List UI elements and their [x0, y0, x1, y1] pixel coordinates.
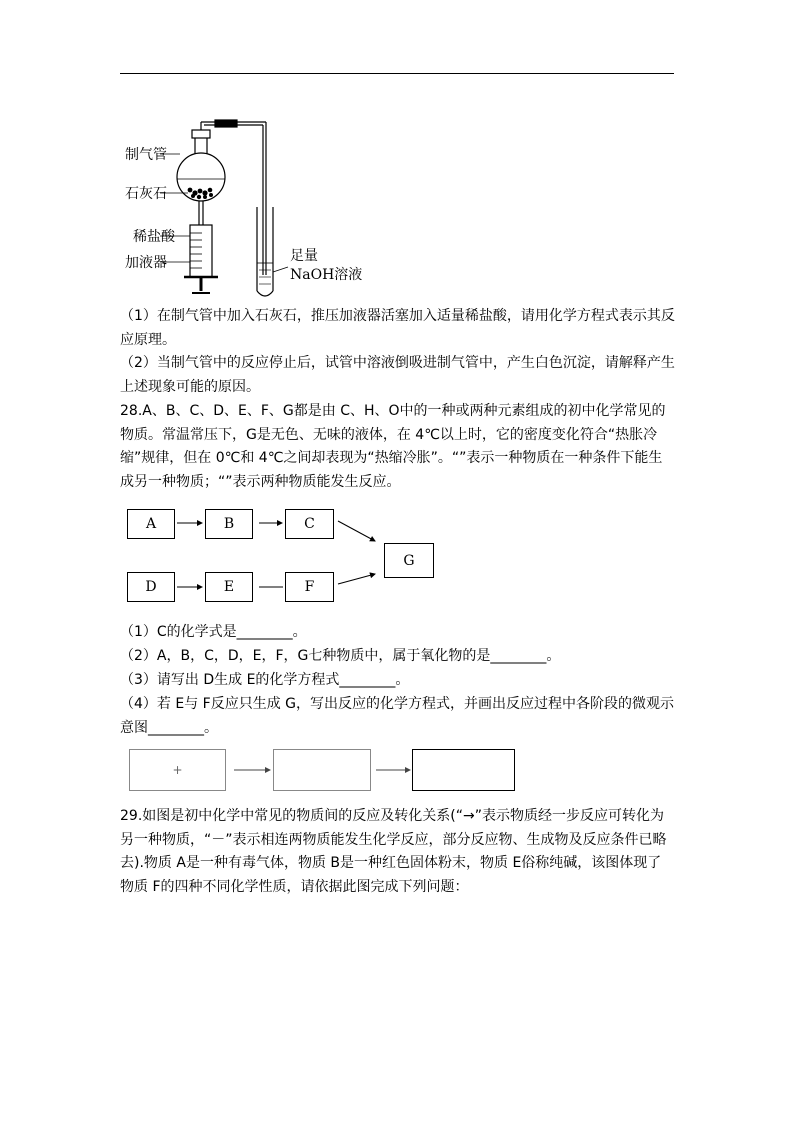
label-gas-tube: 制气管 [125, 147, 167, 163]
label-injector: 加液器 [125, 255, 167, 271]
box-g: G [384, 543, 434, 578]
q27-sub1: （1）在制气管中加入石灰石，推压加液器活塞加入适量稀盐酸，请用化学方程式表示其反应原理。 [120, 308, 675, 348]
q27-sub2: （2）当制气管中的反应停止后，试管中溶液倒吸进制气管中，产生白色沉淀，请解释产生上述现象可能的原因。 [120, 355, 675, 395]
micro-stage-3 [412, 749, 515, 791]
micro-stage-1 [129, 749, 226, 791]
box-e: E [205, 572, 253, 602]
label-limestone: 石灰石 [125, 186, 167, 202]
label-dilute-hcl: 稀盐酸 [133, 229, 175, 245]
q28-stem: 28.A、B、C、D、E、F、G都是由 C、H、O中的一种或两种元素组成的初中化学常见的物质。常温常压下，G是无色、无味的液体，在 4℃以上时，它的密度变化符合“热胀冷缩”规律，但在 0℃和 4℃之间却表现为“热缩冷胀”。“”表示一种物质在一种条件下能生成另一种物质；“”表示两种物质能发生反应。 [120, 403, 666, 490]
label-enough: 足量 [290, 248, 318, 264]
box-b: B [205, 509, 253, 539]
box-a: A [127, 509, 175, 539]
plus-sign: + [172, 763, 183, 777]
micro-stage-arrows [226, 760, 416, 780]
arrow-f-to-g [338, 574, 375, 584]
flask-bulb [177, 153, 225, 201]
box-d: D [127, 572, 175, 602]
rubber-connector [215, 120, 237, 127]
label-naoh-solution: NaOH溶液 [290, 267, 363, 283]
box-f: F [285, 572, 334, 602]
gas-apparatus-diagram [160, 115, 290, 305]
q28-sub1: （1）C的化学式是________。 [120, 624, 307, 640]
q28-sub4: （4）若 E与 F反应只生成 G，写出反应的化学方程式，并画出反应过程中各阶段的微观示意图________。 [120, 696, 675, 736]
header-rule [120, 73, 674, 74]
q28-sub2: （2）A，B，C，D，E，F，G七种物质中，属于氧化物的是________。 [120, 648, 561, 664]
box-c: C [285, 509, 334, 539]
q28-sub3: （3）请写出 D生成 E的化学方程式________。 [120, 672, 410, 688]
q29-stem: 29.如图是初中化学中常见的物质间的反应及转化关系(“→”表示物质经一步反应可转化为另一种物质，“－”表示相连两物质能发生化学反应，部分反应物、生成物及反应条件已略去).物质 A是一种有毒气体，物质 B是一种红色固体粉末，物质 E俗称纯碱，该图体现了物质 F的四种不同化学性质，请依据此图完成下列问题： [120, 808, 667, 895]
arrow-c-to-g [338, 521, 375, 541]
